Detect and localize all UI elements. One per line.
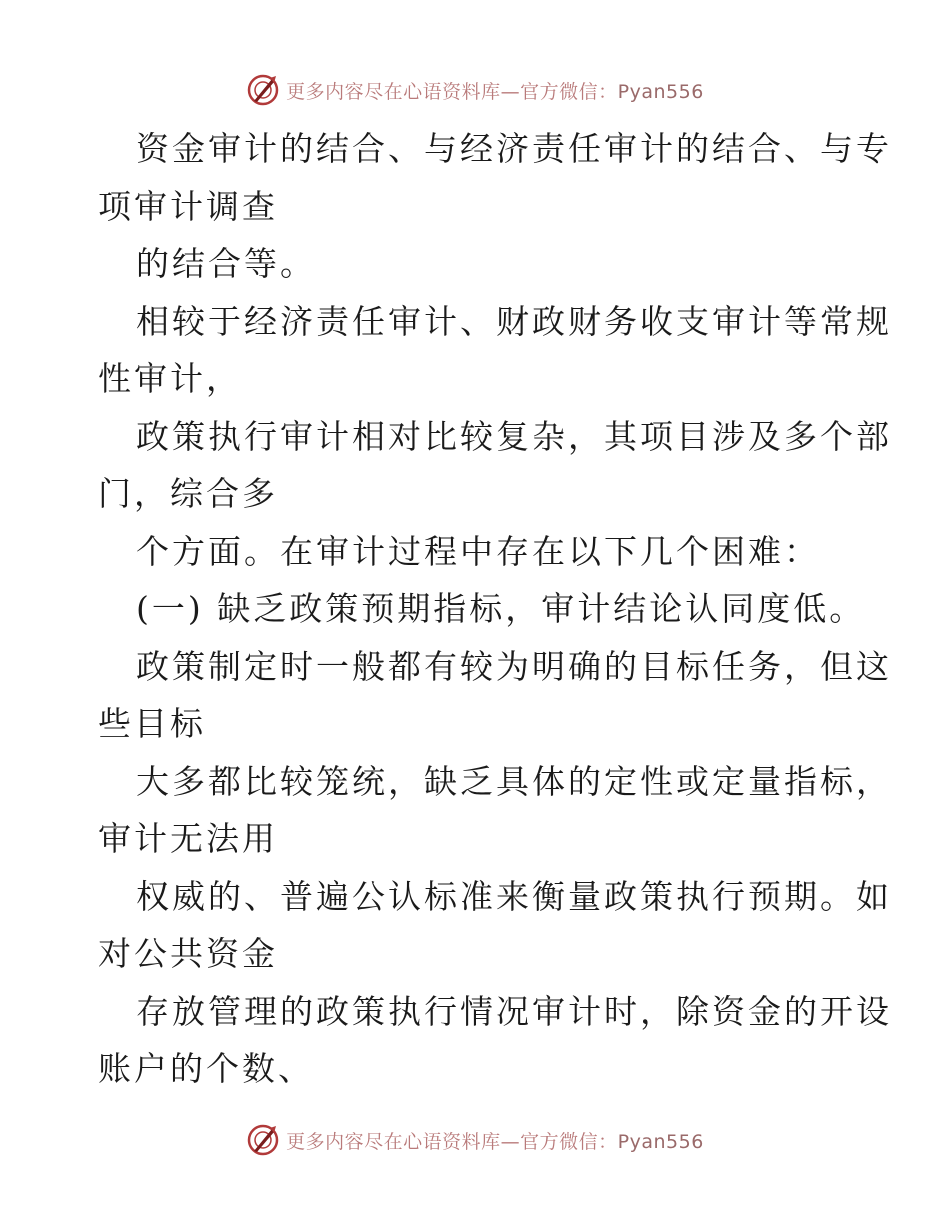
document-body: [98, 120, 892, 1098]
text-line: 项审计调查: [98, 186, 278, 226]
text-line: 审计无法用: [98, 819, 278, 858]
footer-watermark: [0, 1120, 950, 1160]
text-line: 个方面。在审计过程中存在以下几个困难：: [136, 531, 820, 571]
quill-seal-icon: [246, 73, 280, 107]
watermark-label: 更多内容尽在心语资料库—官方微信：: [286, 80, 618, 103]
text-line: 政策执行审计相对比较复杂，其项目涉及多个部: [136, 416, 892, 456]
text-line: 门，综合多: [98, 474, 278, 513]
text-line: 存放管理的政策执行情况审计时，除资金的开设: [136, 991, 892, 1031]
watermark-text: [286, 77, 704, 104]
watermark-wechat-id: Pyan556: [617, 80, 704, 103]
text-line: 对公共资金: [98, 934, 278, 973]
text-line: 相较于经济责任审计、财政财务收支审计等常规: [136, 301, 892, 341]
text-line: 政策制定时一般都有较为明确的目标任务，但这: [136, 646, 892, 686]
text-line: 资金审计的结合、与经济责任审计的结合、与专: [136, 129, 892, 168]
text-line: (一) 缺乏政策预期指标，审计结论认同度低。: [136, 589, 866, 628]
text-line: 性审计，: [98, 359, 242, 398]
watermark-wechat-id: Pyan556: [617, 1130, 704, 1153]
text-line: 些目标: [98, 704, 206, 743]
watermark-text: [286, 1127, 704, 1154]
text-line: 的结合等。: [136, 244, 316, 283]
quill-seal-icon: [246, 1123, 280, 1157]
header-watermark: [0, 70, 950, 110]
text-line: 大多都比较笼统，缺乏具体的定性或定量指标，: [136, 761, 892, 801]
text-line: 账户的个数、: [98, 1049, 314, 1088]
text-line: 权威的、普遍公认标准来衡量政策执行预期。如: [136, 876, 892, 916]
watermark-label: 更多内容尽在心语资料库—官方微信：: [286, 1130, 618, 1153]
